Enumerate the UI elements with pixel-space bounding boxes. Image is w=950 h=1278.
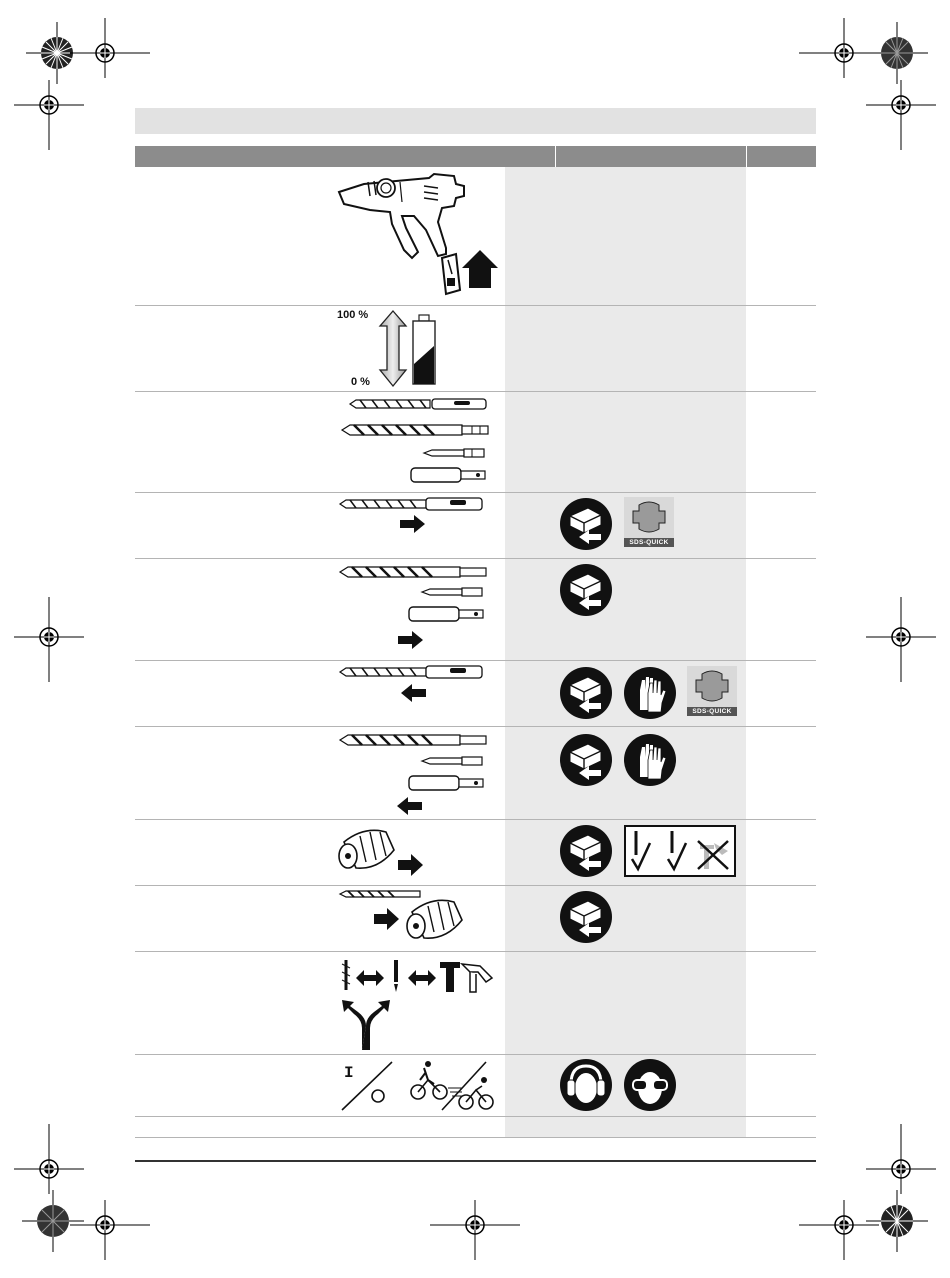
- allowed-modes-box-icon: [624, 825, 736, 877]
- charge-empty-label: 0 %: [351, 376, 370, 388]
- charge-range-arrow-icon: [378, 310, 408, 388]
- clean-shank-icon: [559, 497, 613, 551]
- quick-change-chuck-icon: [334, 826, 398, 874]
- twist-drill-bit-icon: [340, 734, 490, 746]
- clean-shank-icon: [559, 666, 613, 720]
- registration-crosshair-icon: [866, 70, 936, 140]
- wear-gloves-icon: [623, 666, 677, 720]
- clean-shank-icon: [559, 733, 613, 787]
- row-divider: [135, 1054, 816, 1055]
- clean-shank-icon: [559, 824, 613, 878]
- eye-protection-icon: [623, 1058, 677, 1112]
- arrow-right-icon: [374, 908, 400, 930]
- bit-holder-icon: [408, 775, 488, 791]
- clean-shank-icon: [559, 563, 613, 617]
- registration-crosshair-icon: [70, 1190, 140, 1260]
- registration-crosshair-icon: [440, 1190, 510, 1260]
- twist-drill-bit-icon: [342, 424, 492, 436]
- twist-drill-bit-icon: [340, 566, 490, 578]
- screwdriver-bit-icon: [422, 756, 486, 766]
- row-divider: [135, 660, 816, 661]
- row-divider: [135, 726, 816, 727]
- arrow-left-icon: [396, 797, 422, 815]
- on-label: I: [344, 1064, 354, 1082]
- row-divider: [135, 305, 816, 306]
- sds-drill-bit-icon: [340, 497, 485, 511]
- battery-level-icon: [412, 314, 436, 386]
- registration-crosshair-icon: [14, 602, 84, 672]
- row-divider: [135, 492, 816, 493]
- registration-crosshair-icon: [14, 70, 84, 140]
- arrow-right-icon: [398, 631, 424, 649]
- charge-full-label: 100 %: [337, 309, 369, 321]
- registration-target-icon: [862, 1186, 932, 1256]
- row-divider: [135, 391, 816, 392]
- screwdriver-bit-icon: [422, 587, 486, 597]
- row-divider: [135, 951, 816, 952]
- row-divider: [135, 819, 816, 820]
- row-divider: [135, 1137, 816, 1138]
- registration-crosshair-icon: [866, 602, 936, 672]
- bit-holder-icon: [408, 606, 488, 622]
- sds-quick-label: SDS-QUICK: [687, 707, 737, 716]
- arrow-right-icon: [398, 854, 424, 876]
- clean-shank-icon: [559, 890, 613, 944]
- bit-holder-icon: [410, 467, 490, 483]
- shaded-symbol-column: [505, 167, 746, 1137]
- row-divider: [135, 885, 816, 886]
- screwdriver-bit-icon: [424, 448, 488, 458]
- on-off-switch-icon: [336, 1058, 496, 1114]
- wear-gloves-icon: [623, 733, 677, 787]
- mode-selection-icon: [336, 956, 500, 1052]
- sds-quick-badge: [687, 666, 737, 716]
- ear-protection-icon: [559, 1058, 613, 1112]
- arrow-right-icon: [400, 515, 426, 533]
- arrow-left-icon: [400, 684, 426, 702]
- top-title-band: [135, 108, 816, 134]
- sds-drill-bit-icon: [340, 665, 485, 679]
- row-divider: [135, 1116, 816, 1117]
- hammer-drill-icon: [334, 170, 504, 302]
- quick-change-chuck-icon: [402, 896, 466, 944]
- table-header-bar: [135, 146, 816, 167]
- page-bottom-rule: [135, 1160, 816, 1162]
- sds-quick-badge: [624, 497, 674, 547]
- row-divider: [135, 558, 816, 559]
- sds-quick-label: SDS-QUICK: [624, 538, 674, 547]
- sds-drill-bit-icon: [350, 398, 490, 410]
